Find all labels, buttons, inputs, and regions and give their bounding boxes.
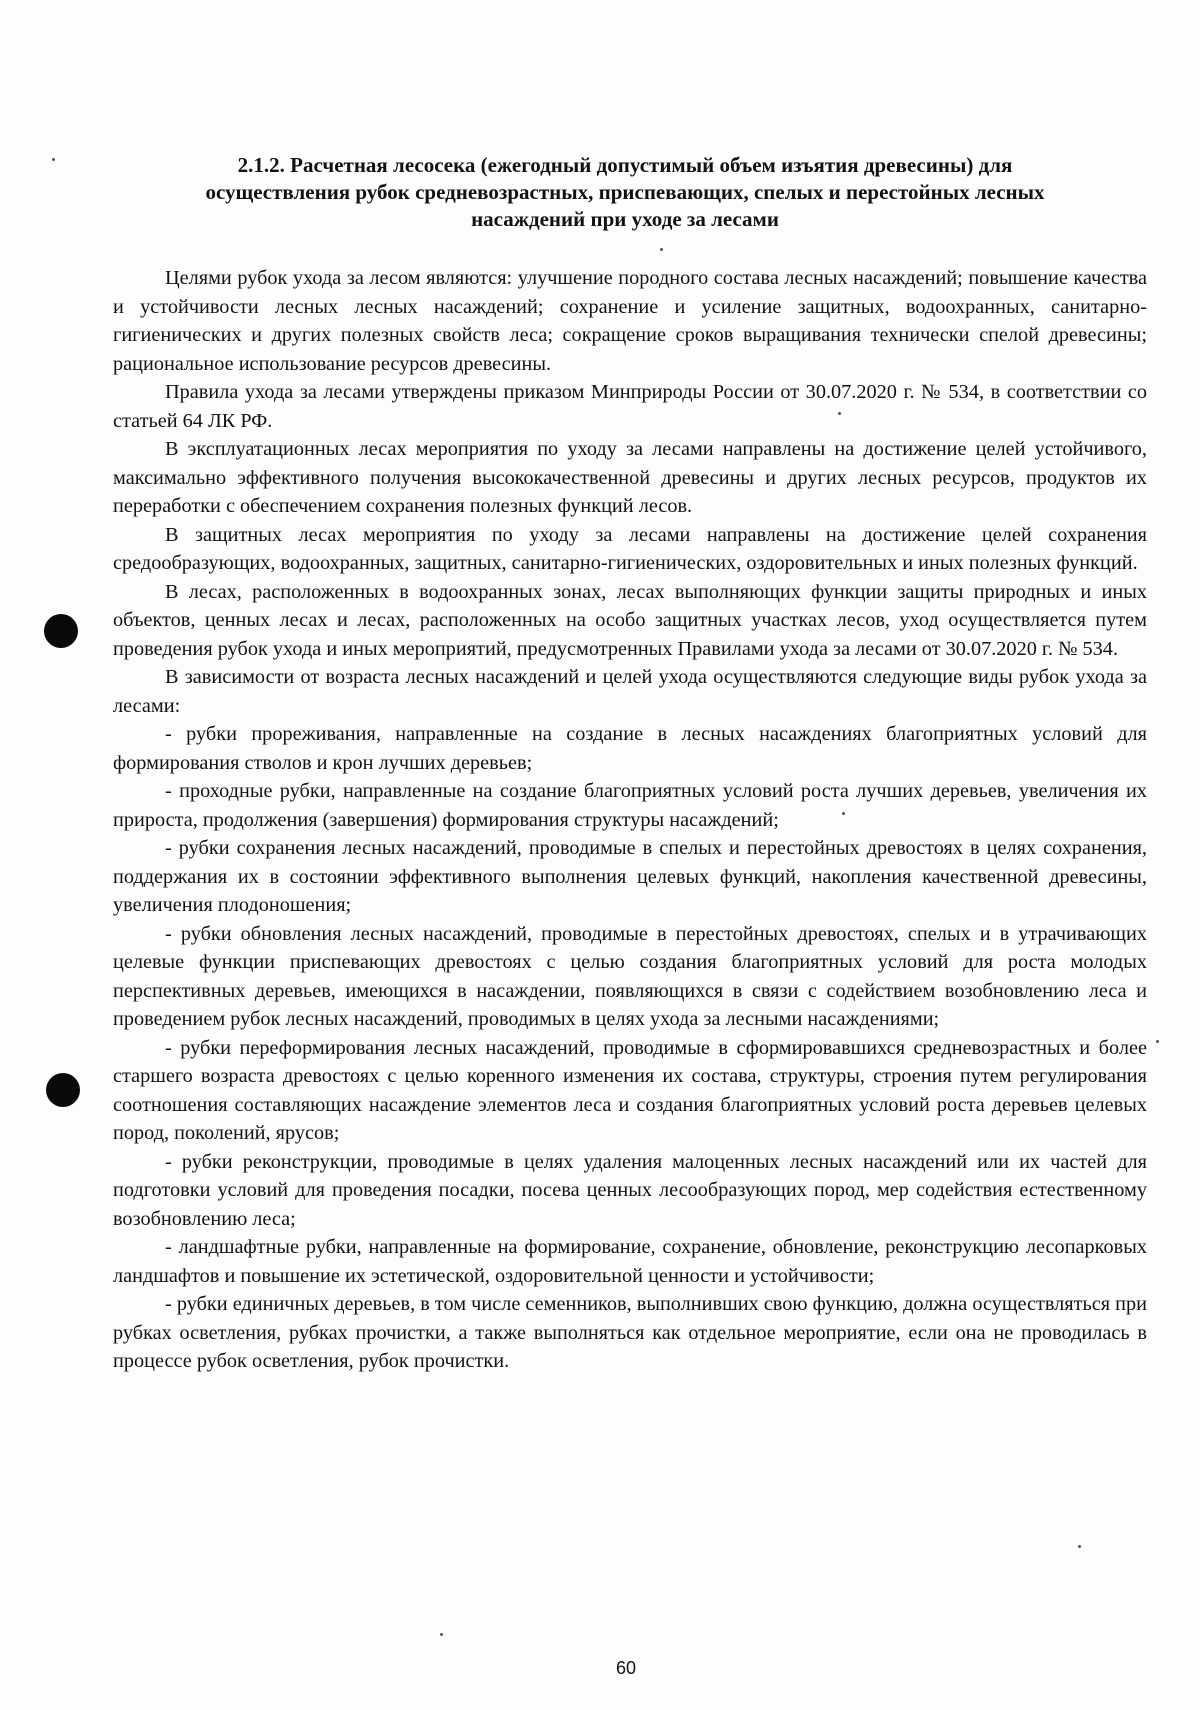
paragraph-goals: Целями рубок ухода за лесом являются: улучшение породного состава лесных насаждений; повышение качества и устойчивости лесных лесных насаждений; сохранение и усиление защитных, водоохранных, санитарно-гигиенических и других полезных свойств леса; сокращение сроков выращивания технически спелой древесины; рациональное использование ресурсов древесины. xyxy=(113,267,1147,375)
list-item-landscape-cutting: - ландшафтные рубки, направленные на формирование, сохранение, обновление, реконструкцию лесопарковых ландшафтов и повышение их эстетической, оздоровительной ценности и устойчивости; xyxy=(113,1236,1147,1287)
section-heading xyxy=(130,152,1120,233)
scan-speck xyxy=(1156,1040,1159,1043)
punch-hole-mark xyxy=(46,1073,80,1107)
list-item-passage-cutting: - проходные рубки, направленные на создание благоприятных условий роста лучших деревьев, увеличения их прироста, продолжения (завершения) формирования структуры насаждений; xyxy=(113,780,1147,831)
body-text xyxy=(113,264,1147,1376)
scan-speck xyxy=(660,248,663,251)
list-item-reformation-cutting: - рубки переформирования лесных насаждений, проводимые в сформировавшихся средневозрастных и более старшего возраста древостоях с целью коренного изменения их состава, структуры, строения путем регулирования соотношения составляющих насаждение элементов леса и создания благоприятных условий роста деревьев целевых пород, поколений, ярусов; xyxy=(113,1036,1147,1144)
paragraph-exploitation-forests: В эксплуатационных лесах мероприятия по уходу за лесами направлены на достижение целей устойчивого, максимально эффективного получения высококачественной древесины и других лесных ресурсов, продуктов их переработки с обеспечением сохранения полезных функций лесов. xyxy=(113,438,1147,517)
scan-speck xyxy=(1078,1545,1081,1548)
list-item-thinning: - рубки прореживания, направленные на создание в лесных насаждениях благоприятных условий для формирования стволов и крон лучших деревьев; xyxy=(113,723,1147,774)
paragraph-rules: Правила ухода за лесами утверждены приказом Минприроды России от 30.07.2020 г. № 534, в соответствии со статьей 64 ЛК РФ. xyxy=(113,381,1147,432)
list-item-preservation-cutting: - рубки сохранения лесных насаждений, проводимые в спелых и перестойных древостоях в целях сохранения, поддержания их в состоянии эффективного выполнения целевых функций, накопления качественной древесины, увеличения плодоношения; xyxy=(113,837,1147,916)
page-number: 60 xyxy=(615,1658,637,1678)
section-heading-line: 2.1.2. Расчетная лесосека (ежегодный допустимый объем изъятия древесины) для xyxy=(237,153,1013,177)
paragraph-protective-forests: В защитных лесах мероприятия по уходу за лесами направлены на достижение целей сохранения средообразующих, водоохранных, защитных, санитарно-гигиенических, оздоровительных и иных полезных функций. xyxy=(113,523,1147,574)
scan-speck xyxy=(52,158,55,161)
punch-hole-mark xyxy=(44,614,78,648)
list-item-single-tree-cutting: - рубки единичных деревьев, в том числе семенников, выполнивших свою функцию, должна осуществляться при рубках осветления, рубках прочистки, а также выполняться как отдельное мероприятие, если она не проводилась в процессе рубок осветления, рубок прочистки. xyxy=(113,1293,1147,1372)
section-heading-line: осуществления рубок средневозрастных, приспевающих, спелых и перестойных лесных xyxy=(205,180,1045,204)
scan-speck xyxy=(440,1633,443,1636)
list-item-renewal-cutting: - рубки обновления лесных насаждений, проводимые в перестойных древостоях, спелых и в утрачивающих целевые функции приспевающих древостоях с целью создания благоприятных условий для роста молодых перспективных деревьев, имеющихся в насаждении, появляющихся в связи с содействием возобновлению леса и проведением рубок лесных насаждений, проводимых в целях ухода за лесными насаждениями; xyxy=(113,922,1147,1030)
section-heading-line: насаждений при уходе за лесами xyxy=(471,207,779,231)
list-item-reconstruction-cutting: - рубки реконструкции, проводимые в целях удаления малоценных лесных насаждений или их частей для подготовки условий для проведения посадки, посева ценных лесообразующих пород, мер содействия естественному возобновлению леса; xyxy=(113,1150,1147,1230)
paragraph-types-intro: В зависимости от возраста лесных насаждений и целей ухода осуществляются следующие виды рубок ухода за лесами: xyxy=(113,666,1147,717)
paragraph-water-protection-zones: В лесах, расположенных в водоохранных зонах, лесах выполняющих функции защиты природных и иных объектов, ценных лесах и лесах, расположенных на особо защитных участках лесов, уход осуществляется путем проведения рубок ухода и иных мероприятий, предусмотренных Правилами ухода за лесами от 30.07.2020 г. № 534. xyxy=(113,580,1147,660)
